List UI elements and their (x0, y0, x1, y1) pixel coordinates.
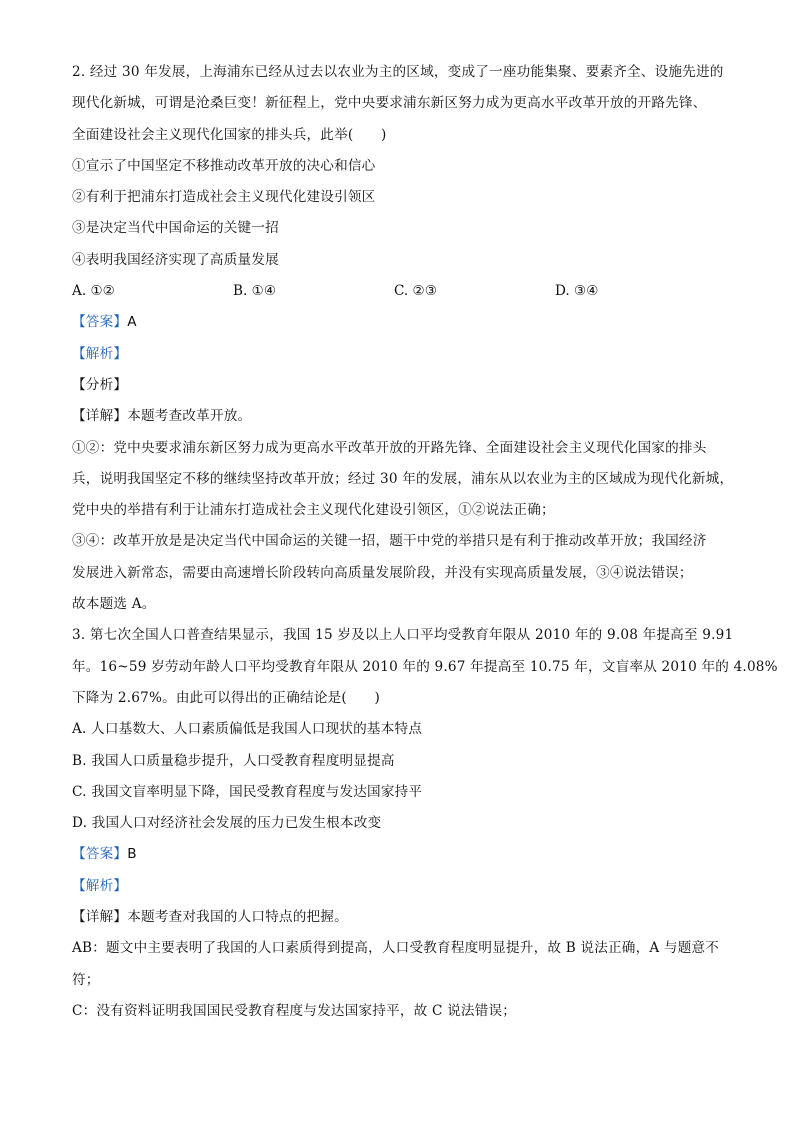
analysis-line (72, 344, 732, 364)
explanation-line: C：没有资料证明我国国民受教育程度与发达国家持平，故 C 说法错误； (72, 1002, 517, 1019)
explanation-line: ①②：党中央要求浦东新区努力成为更高水平改革开放的开路先锋、全面建设社会主义现代化国家的排头 (72, 439, 707, 456)
detail-tag: 【详解】 (72, 408, 128, 425)
detail-text: 本题考查对我国的人口特点的把握。 (127, 909, 348, 926)
option-b: B. ①④ (233, 283, 277, 300)
detail-line (72, 406, 732, 426)
explanation-line: 兵，说明我国坚定不移的继续坚持改革开放；经过 30 年的发展，浦东从以农业为主的区域成为现代化新城， (72, 470, 734, 487)
option-a: A. 人口基数大、人口素质偏低是我国人口现状的基本特点 (72, 721, 423, 738)
explanation-line: 发展进入新常态，需要由高速增长阶段转向高质量发展阶段，并没有实现高质量发展，③④说法错误； (72, 564, 693, 581)
detail-line (72, 907, 732, 927)
detail-text: 本题考查改革开放。 (127, 408, 252, 425)
question-2-statement: ④表明我国经济实现了高质量发展 (72, 251, 279, 268)
detail-tag: 【详解】 (72, 909, 128, 926)
explanation-line: 故本题选 A。 (72, 596, 156, 613)
question-3-stem-line: 3. 第七次全国人口普查结果显示，我国 15 岁及以上人口平均受教育年限从 2010 年的 9.08 年提高至 9.91 (72, 627, 734, 644)
question-3 (72, 625, 778, 1021)
option-c: C. ②③ (394, 283, 437, 300)
answer-value: A (127, 314, 137, 331)
question-2-stem-line: 2. 经过 30 年发展，上海浦东已经从过去以农业为主的区域，变成了一座功能集聚、要素齐全、设施先进的 (72, 64, 724, 80)
option-d: D. 我国人口对经济社会发展的压力已发生根本改变 (72, 815, 382, 832)
analysis-tag: 【解析】 (72, 345, 128, 362)
analysis-tag: 【解析】 (72, 877, 128, 894)
question-2-options (72, 281, 732, 301)
question-3-stem-line: 下降为 2.67%。由此可以得出的正确结论是( ) (72, 689, 380, 706)
document-page (72, 62, 778, 1032)
analysis-line (72, 876, 732, 896)
option-d: D. ③④ (555, 283, 599, 300)
explanation-line: AB：题文中主要表明了我国的人口素质得到提高，人口受教育程度明显提升，故 B 说法正确，A 与题意不 (72, 940, 720, 957)
fenxi-line (72, 375, 732, 395)
question-2-statement: ②有利于把浦东打造成社会主义现代化建设引领区 (72, 189, 376, 206)
fenxi-tag: 【分析】 (72, 376, 128, 393)
explanation-line: 党中央的举措有利于让浦东打造成社会主义现代化建设引领区，①②说法正确； (72, 502, 555, 519)
question-2-statement: ③是决定当代中国命运的关键一招 (72, 220, 279, 237)
question-2-stem-line: 现代化新城，可谓是沧桑巨变！新征程上，党中央要求浦东新区努力成为更高水平改革开放的开路先锋、 (72, 95, 707, 112)
option-a: A. ①② (72, 283, 115, 300)
explanation-line: 符； (72, 971, 100, 988)
question-2-statement: ①宣示了中国坚定不移推动改革开放的决心和信心 (72, 157, 376, 174)
answer-tag: 【答案】 (72, 314, 128, 331)
option-c: C. 我国文盲率明显下降，国民受教育程度与发达国家持平 (72, 783, 423, 800)
question-2 (72, 62, 732, 614)
answer-value: B (127, 846, 137, 863)
explanation-line: ③④：改革开放是是决定当代中国命运的关键一招，题干中党的举措只是有利于推动改革开放；我国经济 (72, 533, 707, 550)
answer-tag: 【答案】 (72, 846, 128, 863)
question-3-stem-line: 年。16~59 岁劳动年龄人口平均受教育年限从 2010 年的 9.67 年提高至 10.75 年，文盲率从 2010 年的 4.08% (72, 658, 778, 675)
answer-line (72, 312, 732, 332)
option-b: B. 我国人口质量稳步提升，人口受教育程度明显提高 (72, 752, 395, 769)
question-2-stem-line: 全面建设社会主义现代化国家的排头兵，此举( ) (72, 126, 387, 143)
answer-line (72, 844, 732, 864)
